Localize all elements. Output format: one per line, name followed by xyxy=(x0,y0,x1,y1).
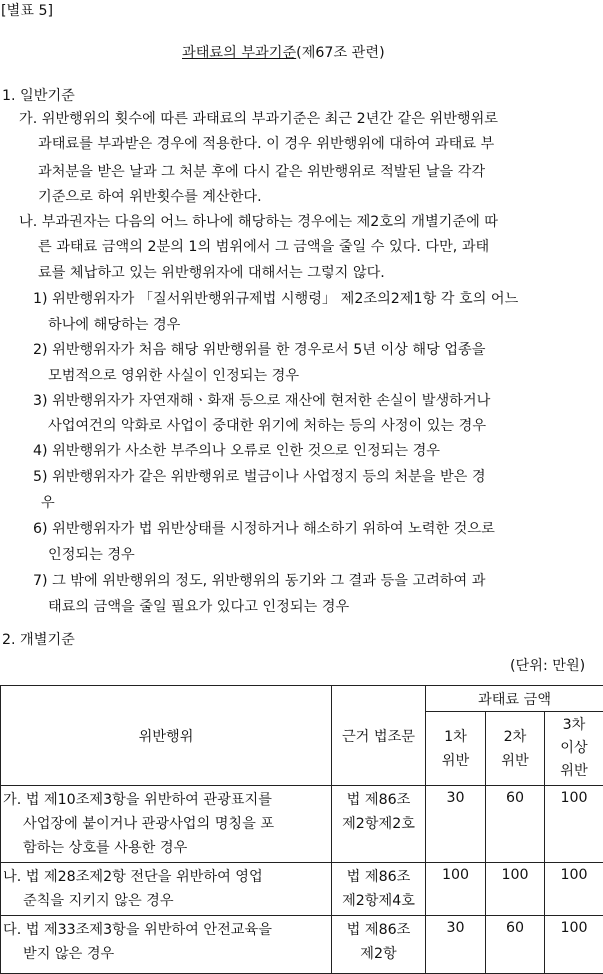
header-second-violation xyxy=(486,712,545,786)
row-3-basis xyxy=(332,916,426,974)
header-first-b: 위반 xyxy=(426,749,485,773)
row-1-basis-line-1: 법 제86조 xyxy=(332,788,425,812)
item-4-line-1: 4) 위반행위가 사소한 부주의나 오류로 인한 것으로 인정되는 경우 xyxy=(33,440,440,462)
row-3-third: 100 xyxy=(545,916,603,974)
row-1-violation-line-1: 가. 법 제10조제3항을 위반하여 관광표지를 xyxy=(3,788,329,812)
item-2-line-2: 모범적으로 영위한 사실이 인정되는 경우 xyxy=(48,365,299,387)
header-third-a: 3차 xyxy=(545,714,603,737)
header-first-violation xyxy=(426,712,486,786)
fines-table xyxy=(0,685,603,974)
item-1-line-2: 하나에 해당하는 경우 xyxy=(48,314,180,336)
item-2-line-1: 2) 위반행위자가 처음 해당 위반행위를 한 경우로서 5년 이상 해당 업종을 xyxy=(33,339,485,361)
row-2-basis-line-2: 제2항제4호 xyxy=(332,889,425,913)
item-6-line-1: 6) 위반행위자가 법 위반상태를 시정하거나 해소하기 위하여 노력한 것으로 xyxy=(33,518,495,540)
row-2-violation xyxy=(1,863,332,916)
table-row xyxy=(1,916,603,974)
para-b-line-2: 른 과태료 금액의 2분의 1의 범위에서 그 금액을 줄일 수 있다. 다만, 과태 xyxy=(38,236,489,258)
row-3-violation-line-2: 받지 않은 경우 xyxy=(3,942,329,966)
title-underlined: 과태료의 부과기준 xyxy=(182,45,296,61)
para-a-line-3: 과처분을 받은 날과 그 처분 후에 다시 같은 위반행위로 적발된 날을 각각 xyxy=(38,161,485,183)
page-title xyxy=(182,42,385,62)
row-1-violation-line-3: 함하는 상호를 사용한 경우 xyxy=(3,836,329,860)
item-7-line-1: 7) 그 밖에 위반행위의 정도, 위반행위의 동기와 그 결과 등을 고려하여 과 xyxy=(33,570,485,592)
header-basis: 근거 법조문 xyxy=(332,686,426,786)
header-amount: 과태료 금액 xyxy=(426,686,603,712)
item-5-line-1: 5) 위반행위자가 같은 위반행위로 벌금이나 사업정지 등의 처분을 받은 경 xyxy=(33,466,486,488)
para-a-line-2: 과태료를 부과받은 경우에 적용한다. 이 경우 위반행위에 대하여 과태료 부 xyxy=(38,133,494,155)
row-1-third: 100 xyxy=(545,786,603,863)
row-1-first: 30 xyxy=(426,786,486,863)
row-2-second: 100 xyxy=(486,863,545,916)
section-2-heading: 2. 개별기준 xyxy=(2,629,75,651)
item-7-line-2: 태료의 금액을 줄일 필요가 있다고 인정되는 경우 xyxy=(48,596,349,618)
para-b-line-1: 나. 부과권자는 다음의 어느 하나에 해당하는 경우에는 제2호의 개별기준에 따 xyxy=(19,211,498,233)
annex-label: [별표 5] xyxy=(1,0,53,20)
header-third-c: 위반 xyxy=(545,760,603,783)
table-row xyxy=(1,786,603,863)
header-second-b: 위반 xyxy=(486,749,544,773)
section-1-heading: 1. 일반기준 xyxy=(2,85,75,107)
row-1-violation-line-2: 사업장에 붙이거나 관광사업의 명칭을 포 xyxy=(3,812,329,836)
row-1-basis-line-2: 제2항제2호 xyxy=(332,812,425,836)
item-5-line-2: 우 xyxy=(41,492,55,514)
header-first-a: 1차 xyxy=(426,725,485,749)
row-3-violation-line-1: 다. 법 제33조제3항을 위반하여 안전교육을 xyxy=(3,918,329,942)
title-rest: (제67조 관련) xyxy=(296,45,384,61)
row-3-violation xyxy=(1,916,332,974)
row-2-basis-line-1: 법 제86조 xyxy=(332,865,425,889)
item-3-line-2: 사업여건의 악화로 사업이 중대한 위기에 처하는 등의 사정이 있는 경우 xyxy=(48,415,486,437)
row-3-basis-line-2: 제2항 xyxy=(332,942,425,966)
row-1-second: 60 xyxy=(486,786,545,863)
table-row xyxy=(1,863,603,916)
row-2-basis xyxy=(332,863,426,916)
row-2-third: 100 xyxy=(545,863,603,916)
row-1-basis xyxy=(332,786,426,863)
header-third-violation xyxy=(545,712,603,786)
item-6-line-2: 인정되는 경우 xyxy=(48,544,135,566)
row-1-violation xyxy=(1,786,332,863)
para-a-line-4: 기준으로 하여 위반횟수를 계산한다. xyxy=(38,186,262,208)
row-2-first: 100 xyxy=(426,863,486,916)
row-2-violation-line-2: 준칙을 지키지 않은 경우 xyxy=(3,889,329,913)
row-3-basis-line-1: 법 제86조 xyxy=(332,918,425,942)
row-2-violation-line-1: 나. 법 제28조제2항 전단을 위반하여 영업 xyxy=(3,865,329,889)
header-second-a: 2차 xyxy=(486,725,544,749)
header-violation: 위반행위 xyxy=(1,686,332,786)
para-b-line-3: 료를 체납하고 있는 위반행위자에 대해서는 그렇지 않다. xyxy=(38,262,385,284)
row-3-second: 60 xyxy=(486,916,545,974)
para-a-line-1: 가. 위반행위의 횟수에 따른 과태료의 부과기준은 최근 2년간 같은 위반행위로 xyxy=(19,108,498,130)
row-3-first: 30 xyxy=(426,916,486,974)
header-third-b: 이상 xyxy=(545,737,603,760)
item-1-line-1: 1) 위반행위자가 「질서위반행위규제법 시행령」 제2조의2제1항 각 호의 어느 xyxy=(33,288,518,310)
item-3-line-1: 3) 위반행위자가 자연재해ㆍ화재 등으로 재산에 현저한 손실이 발생하거나 xyxy=(33,390,490,412)
unit-label: (단위: 만원) xyxy=(510,655,585,677)
